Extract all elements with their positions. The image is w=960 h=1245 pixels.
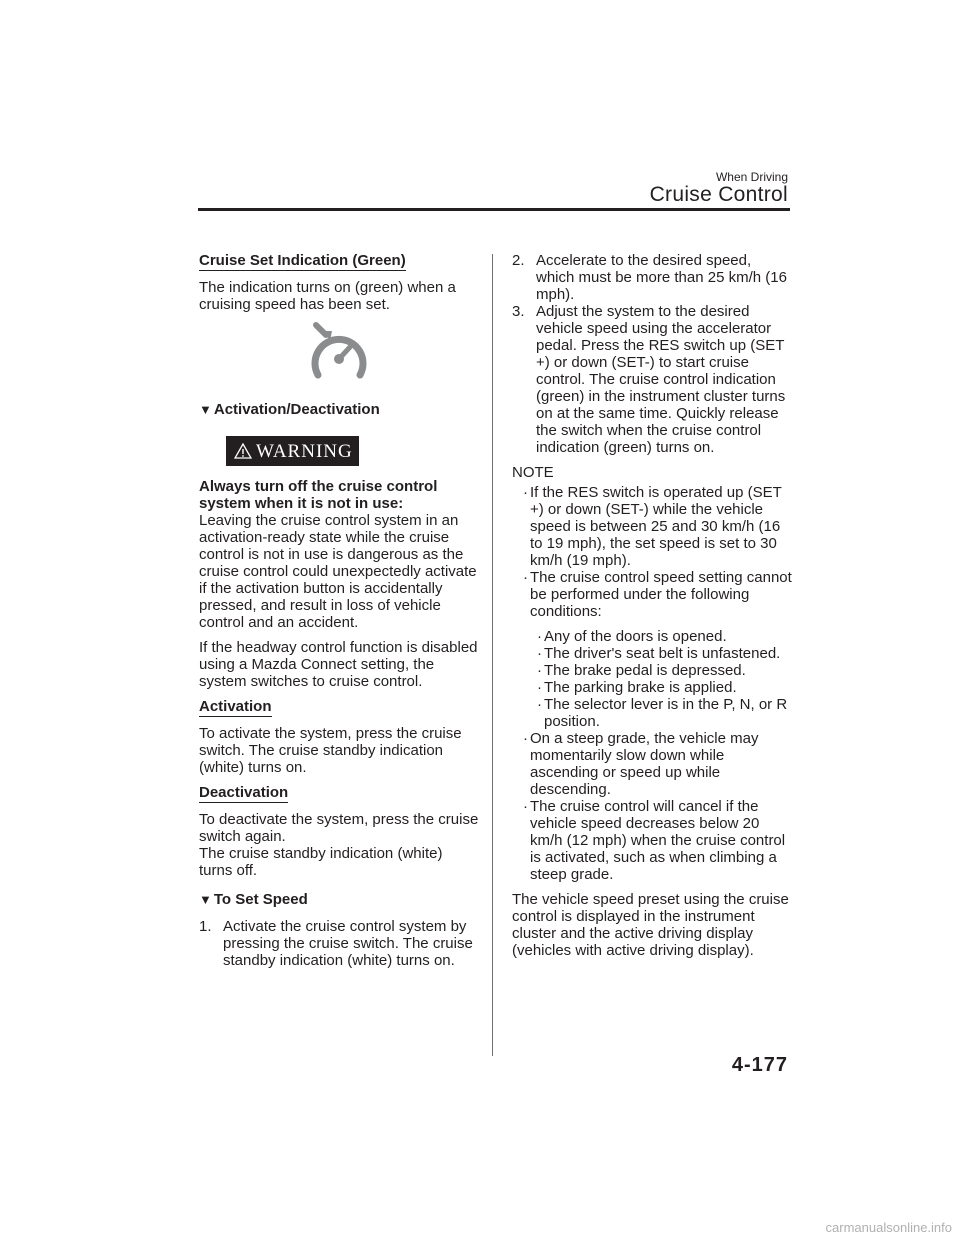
note-item: · If the RES switch is operated up (SET +) or down (SET-) while the vehicle speed is between 25 and 30 km/h (16 to 19 mph), the set speed is set to 30 km/h (19 mph). <box>523 484 782 569</box>
activation-deactivation-heading: ▼ Activation/Deactivation <box>199 401 380 418</box>
closing-text: The vehicle speed preset using the cruise control is displayed in the instrument cluster and the active driving display (vehicles with active driving display). <box>512 891 789 959</box>
step-1: 1. Activate the cruise control system by pressing the cruise switch. The cruise standby indication (white) turns on. <box>199 918 473 969</box>
activation-subheading: Activation <box>199 698 272 715</box>
headway-text: If the headway control function is disabled using a Mazda Connect setting, the system switches to cruise control. <box>199 639 478 690</box>
activation-text: To activate the system, press the cruise switch. The cruise standby indication (white) turns on. <box>199 725 462 776</box>
note-item: · On a steep grade, the vehicle may momentarily slow down while ascending or speed up while descending. <box>523 730 759 798</box>
note-label: NOTE <box>512 464 554 481</box>
triangle-down-icon: ▼ <box>199 892 212 907</box>
condition-item: · The parking brake is applied. <box>537 679 737 696</box>
watermark[interactable]: carmanualsonline.info <box>825 1220 952 1235</box>
note-item: · The cruise control speed setting cannot be performed under the following conditions: <box>523 569 792 620</box>
warning-bold-text: Always turn off the cruise control system when it is not in use: <box>199 478 438 512</box>
section-label: When Driving <box>715 170 788 184</box>
warning-triangle-icon <box>234 443 252 459</box>
warning-text: Leaving the cruise control system in an activation-ready state while the cruise control is not in use is dangerous as the cruise control could unexpectedly activate if the activation button is accidentally pressed, and result in loss of vehicle control and an accident. <box>199 512 477 631</box>
deactivation-text-2: The cruise standby indication (white) turns off. <box>199 845 443 879</box>
page-title: Cruise Control <box>649 183 788 206</box>
deactivation-text-1: To deactivate the system, press the cruise switch again. <box>199 811 479 845</box>
set-speed-heading: ▼ To Set Speed <box>199 891 308 908</box>
warning-label: WARNING <box>226 436 359 466</box>
set-indication-text: The indication turns on (green) when a cruising speed has been set. <box>199 279 456 313</box>
condition-item: · The driver's seat belt is unfastened. <box>537 645 781 662</box>
cruise-set-indicator-icon <box>199 321 479 389</box>
conditions-list <box>512 628 792 730</box>
note-item: · The cruise control will cancel if the vehicle speed decreases below 20 km/h (12 mph) when the cruise control is activated, such as when climbing a steep grade. <box>523 798 786 883</box>
deactivation-subheading: Deactivation <box>199 784 289 801</box>
step-3: 3. Adjust the system to the desired vehicle speed using the accelerator pedal. Press the RES switch up (SET +) or down (SET-) to start cruise control. The cruise control indication (green) in the instrument cluster turns on at the same time. Quickly release the switch when the cruise control indication (green) turns on. <box>512 303 786 456</box>
left-column <box>199 252 479 969</box>
right-column <box>512 252 792 967</box>
condition-item: · The brake pedal is depressed. <box>537 662 746 679</box>
column-divider <box>492 254 493 1056</box>
header-rule <box>198 208 790 211</box>
condition-item: · The selector lever is in the P, N, or R position. <box>537 696 788 730</box>
set-indication-heading: Cruise Set Indication (Green) <box>199 252 406 269</box>
condition-item: · Any of the doors is opened. <box>537 628 727 645</box>
page-number: 4-177 <box>731 1054 788 1076</box>
triangle-down-icon: ▼ <box>199 402 212 417</box>
step-2: 2. Accelerate to the desired speed, which must be more than 25 km/h (16 mph). <box>512 252 787 303</box>
